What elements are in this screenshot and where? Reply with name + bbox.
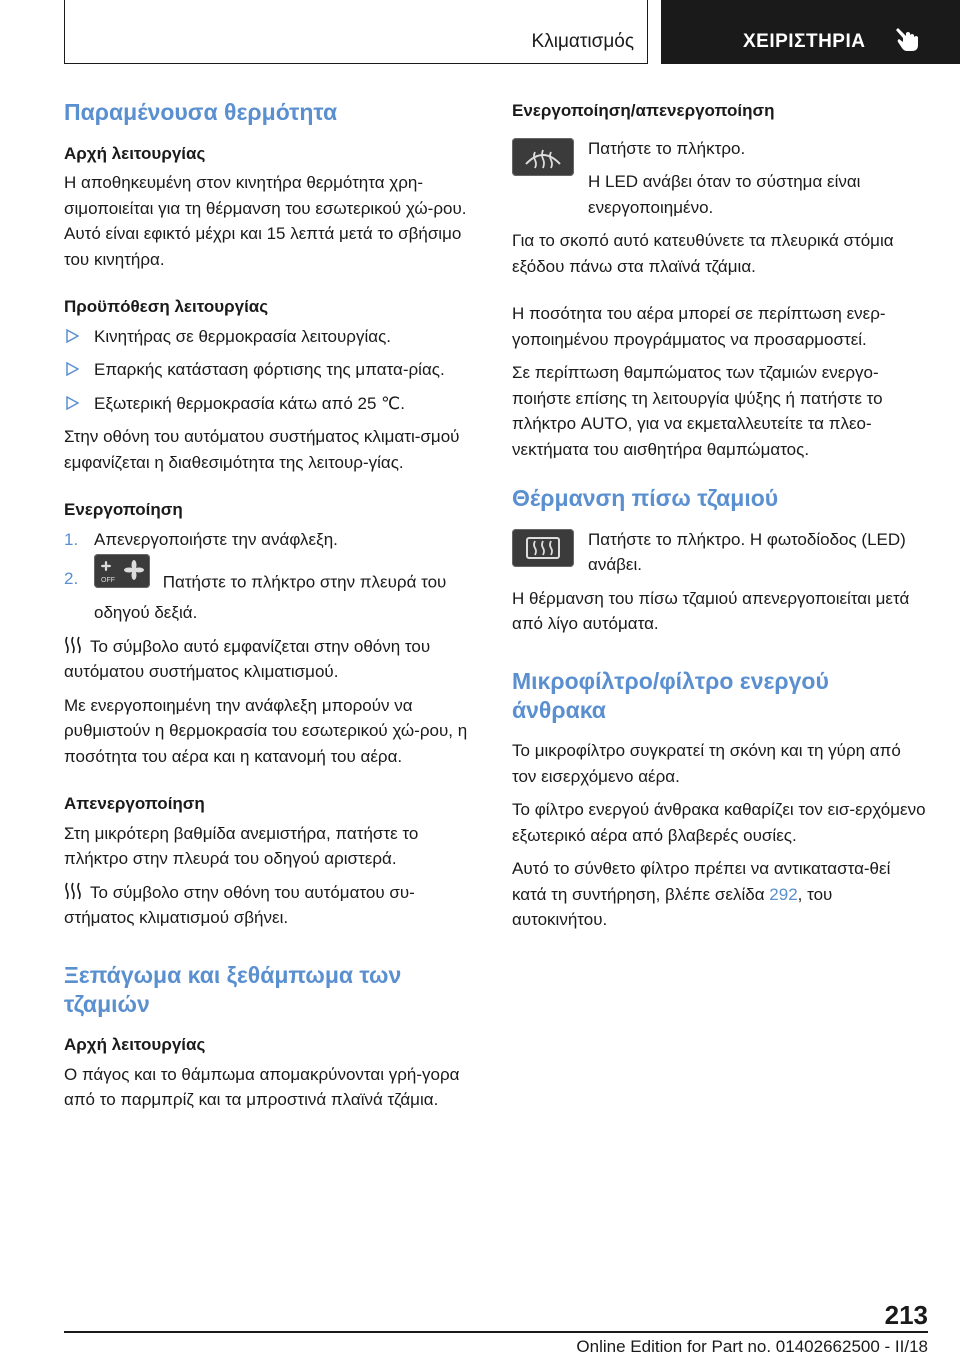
- paragraph: Για το σκοπό αυτό κατευθύνετε τα πλευρικά στόμια εξόδου πάνω στα πλαϊνά τζάμια.: [512, 231, 894, 276]
- heading-defrost-windows: Ξεπάγωμα και ξεθάμπωμα των τζαμιών: [64, 961, 402, 1017]
- subheading-requirements: Προϋπόθεση λειτουργίας: [64, 297, 269, 317]
- svg-text:OFF: OFF: [101, 577, 115, 585]
- edition-note: Online Edition for Part no. 01402662500 - II/18: [576, 1337, 928, 1356]
- paragraph: Η θέρμανση του πίσω τζαμιού απενεργοποιείται μετά από λίγο αυτόματα.: [512, 588, 910, 634]
- rear-window-heating-button-icon: [512, 529, 574, 567]
- heading-microfilter: Μικροφίλτρο/φίλτρο ενεργού άνθρακα: [512, 667, 829, 723]
- triangle-bullet-icon: [66, 396, 79, 410]
- paragraph: Το φίλτρο ενεργού άνθρακα καθαρίζει τον εισ-ερχόμενο εξωτερικό αέρα από βλαβερές ουσίες.: [512, 800, 926, 845]
- heading-residual-heat: Παραμένουσα θερμότητα: [64, 99, 338, 125]
- subheading-activation: Ενεργοποίηση: [64, 500, 183, 520]
- rear-heat-key-row: [512, 527, 926, 578]
- triangle-bullet-icon: [66, 329, 79, 343]
- activation-steps: [64, 527, 478, 626]
- paragraph: Πατήστε το πλήκτρο.: [588, 138, 746, 158]
- residual-heat-symbol-icon: [64, 635, 82, 655]
- step-item: 1. Απενεργοποιήστε την ανάφλεξη.: [64, 529, 338, 549]
- chapter-tab-label: ΧΕΙΡΙΣΤΗΡΙΑ: [743, 31, 866, 52]
- paragraph: Το μικροφίλτρο συγκρατεί τη σκόνη και τη γύρη από τον εισερχόμενο αέρα.: [512, 741, 901, 786]
- defrost-key-row: [512, 136, 926, 221]
- paragraph: Η LED ανάβει όταν το σύστημα είναι ενεργοποιημένο.: [588, 172, 861, 217]
- page-reference-link[interactable]: 292: [769, 884, 798, 904]
- step-item: 2. OFF Πατήστε το πλήκτρο στην πλευρά του οδηγού δεξιά.: [64, 566, 478, 626]
- paragraph: Σε περίπτωση θαμπώματος των τζαμιών ενεργο-ποιήστε επίσης τη λειτουργία ψύξης ή πατήστε το πλήκτρο AUTO, για να εκμεταλλευτείτε τα πλεο-νεκτήματα του αισθητήρα θαμπώματος.: [512, 363, 883, 459]
- paragraph: Με ενεργοποιημένη την ανάφλεξη μπορούν να ρυθμιστούν η θερμοκρασία του εσωτερικού χώ-ρου, η ποσότητα του αέρα και η κατανομή του αέρα.: [64, 695, 468, 766]
- chapter-tab[interactable]: [661, 0, 960, 64]
- triangle-bullet-icon: [66, 362, 79, 376]
- left-column: [64, 98, 478, 1121]
- paragraph: Η αποθηκευμένη στον κινητήρα θερμότητα χρη-σιμοποιείται για τη θέρμανση του εσωτερικού χώ-ρου. Αυτό είναι εφικτό μέχρι και 15 λεπτά μετά το σβήσιμο του κινητήρα.: [64, 173, 467, 269]
- residual-heat-symbol-icon: [64, 881, 82, 901]
- pointing-hand-icon: [893, 24, 923, 54]
- windshield-defrost-button-icon: [512, 138, 574, 176]
- paragraph: Ο πάγος και το θάμπωμα απομακρύνονται γρή-γορα από το παρμπρίζ και τα μπροστινά πλαϊνά τζάμια.: [64, 1064, 460, 1110]
- page-number: 213: [884, 1300, 928, 1330]
- paragraph: Το σύμβολο στην οθόνη του αυτόματου συ-στήματος κλιματισμού σβήνει.: [64, 882, 415, 928]
- paragraph: Αυτό το σύνθετο φίλτρο πρέπει να αντικαταστα-θεί κατά τη συντήρηση, βλέπε σελίδα 292, του αυτοκινήτου.: [512, 859, 891, 930]
- list-item: Κινητήρας σε θερμοκρασία λειτουργίας.: [64, 324, 478, 350]
- list-item: Επαρκής κατάσταση φόρτισης της μπατα-ρίας.: [64, 357, 478, 383]
- list-item: Εξωτερική θερμοκρασία κάτω από 25 ℃.: [64, 391, 478, 417]
- paragraph: Στην οθόνη του αυτόματου συστήματος κλιματι-σμού εμφανίζεται η διαθεσιμότητα της λειτουρ-γίας.: [64, 427, 460, 472]
- fan-off-button-icon: [94, 554, 150, 588]
- subheading-deactivation: Απενεργοποίηση: [64, 794, 205, 814]
- subheading-principle: Αρχή λειτουργίας: [64, 1035, 206, 1055]
- right-column: [512, 98, 926, 941]
- heading-rear-window-heating: Θέρμανση πίσω τζαμιού: [512, 485, 779, 511]
- footer-divider: [64, 1331, 928, 1333]
- paragraph: Στη μικρότερη βαθμίδα ανεμιστήρα, πατήστε το πλήκτρο στην πλευρά του οδηγού αριστερά.: [64, 823, 419, 869]
- subheading-on-off: Ενεργοποίηση/απενεργοποίηση: [512, 101, 775, 120]
- paragraph: Το σύμβολο αυτό εμφανίζεται στην οθόνη του αυτόματου συστήματος κλιματισμού.: [64, 636, 431, 682]
- paragraph: Η ποσότητα του αέρα μπορεί σε περίπτωση ενερ-γοποιημένου προγράμματος να προσαρμοστεί.: [512, 304, 886, 349]
- paragraph: Πατήστε το πλήκτρο. Η φωτοδίοδος (LED) ανάβει.: [588, 529, 906, 575]
- section-title: Κλιματισμός: [531, 31, 634, 52]
- subheading-principle: Αρχή λειτουργίας: [64, 143, 206, 163]
- requirements-list: [64, 324, 478, 417]
